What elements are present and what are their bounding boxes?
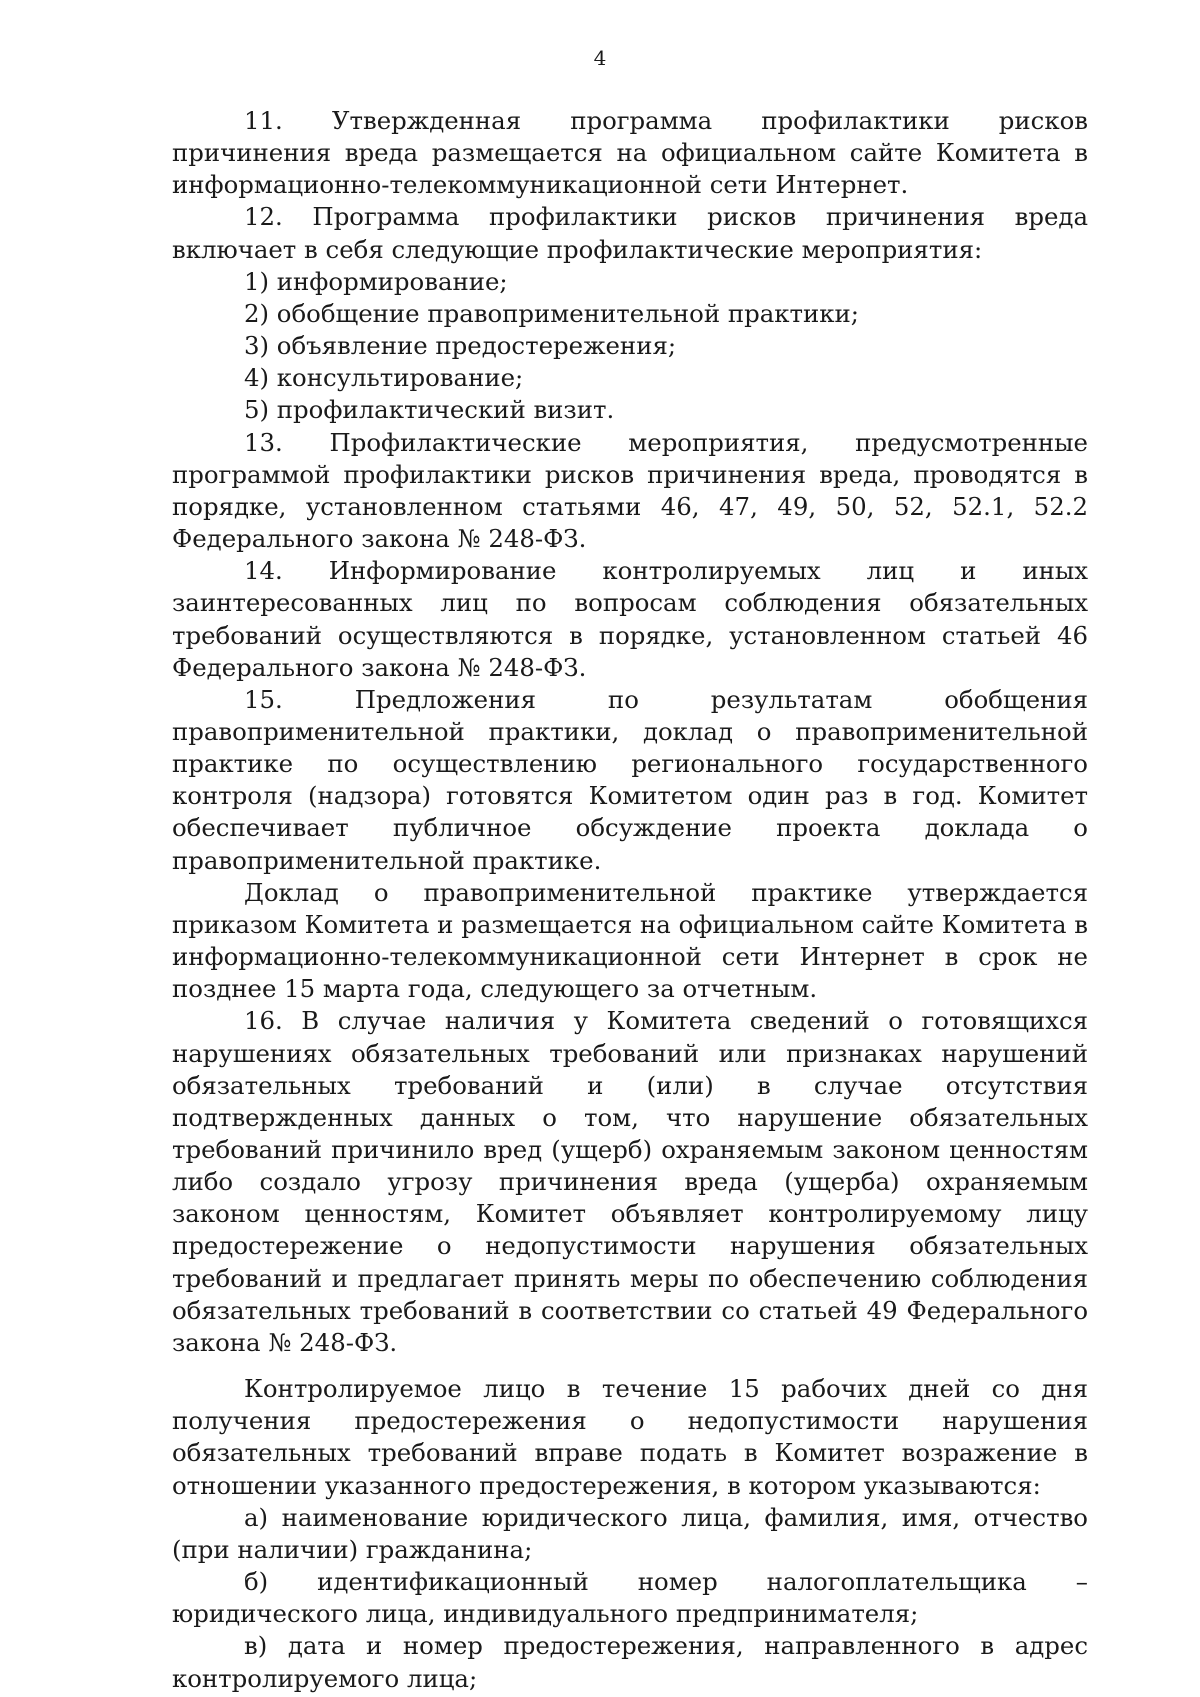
paragraph-12: 12. Программа профилактики рисков причинения вреда включает в себя следующие профилактические мероприятия:	[172, 202, 1088, 264]
paragraph-11: 11. Утвержденная программа профилактики рисков причинения вреда размещается на официальном сайте Комитета в информационно-телекоммуникационной сети Интернет.	[172, 106, 1088, 200]
document-body	[172, 105, 1088, 1695]
page-number: 4	[593, 46, 607, 70]
paragraph-13: 13. Профилактические мероприятия, предусмотренные программой профилактики рисков причинения вреда, проводятся в порядке, установленном статьями 46, 47, 49, 50, 52, 52.1, 52.2 Федерального закона № 248-ФЗ.	[172, 427, 1088, 554]
paragraph-16: 16. В случае наличия у Комитета сведений о готовящихся нарушениях обязательных требований или признаках нарушений обязательных требований и (или) в случае отсутствия подтвержденных данных о том, что нарушение обязательных требований причинило вред (ущерб) охраняемым законом ценностям либо создало угрозу причинения вреда (ущерба) охраняемым законом ценностям, Комитет объявляет контролируемому лицу предостережение о недопустимости нарушения обязательных требований и предлагает принять меры по обеспечению соблюдения обязательных требований в соответствии со статьей 49 Федерального закона № 248-ФЗ.	[172, 1006, 1088, 1357]
paragraph-14: 14. Информирование контролируемых лиц и иных заинтересованных лиц по вопросам соблюдения обязательных требований осуществляются в порядке, установленном статьей 46 Федерального закона № 248-ФЗ.	[172, 556, 1088, 682]
paragraph-15: 15. Предложения по результатам обобщения правоприменительной практики, доклад о правоприменительной практике по осуществлению регионального государственного контроля (надзора) готовятся Комитетом один раз в год. Комитет обеспечивает публичное обсуждение проекта доклада о правоприменительной практике.	[172, 684, 1088, 875]
list-item-4: 4) консультирование;	[244, 363, 524, 393]
list-item-5: 5) профилактический визит.	[244, 395, 615, 425]
paragraph-report: Доклад о правоприменительной практике утверждается приказом Комитета и размещается на официальном сайте Комитета в информационно-телекоммуникационной сети Интернет в срок не позднее 15 марта года, следующего за отчетным.	[172, 877, 1088, 1004]
list-item-3: 3) объявление предостережения;	[244, 331, 677, 361]
list-item-a: а) наименование юридического лица, фамилия, имя, отчество (при наличии) гражданина;	[172, 1502, 1088, 1564]
list-item-2: 2) обобщение правоприменительной практики;	[244, 298, 859, 328]
list-item-v: в) дата и номер предостережения, направленного в адрес контролируемого лица;	[172, 1631, 1088, 1693]
list-item-1: 1) информирование;	[244, 266, 508, 296]
paragraph-objection: Контролируемое лицо в течение 15 рабочих дней со дня получения предостережения о недопустимости нарушения обязательных требований вправе подать в Комитет возражение в отношении указанного предостережения, в котором указываются:	[172, 1374, 1088, 1500]
list-item-b: б) идентификационный номер налогоплательщика – юридического лица, индивидуального предпринимателя;	[172, 1567, 1088, 1629]
